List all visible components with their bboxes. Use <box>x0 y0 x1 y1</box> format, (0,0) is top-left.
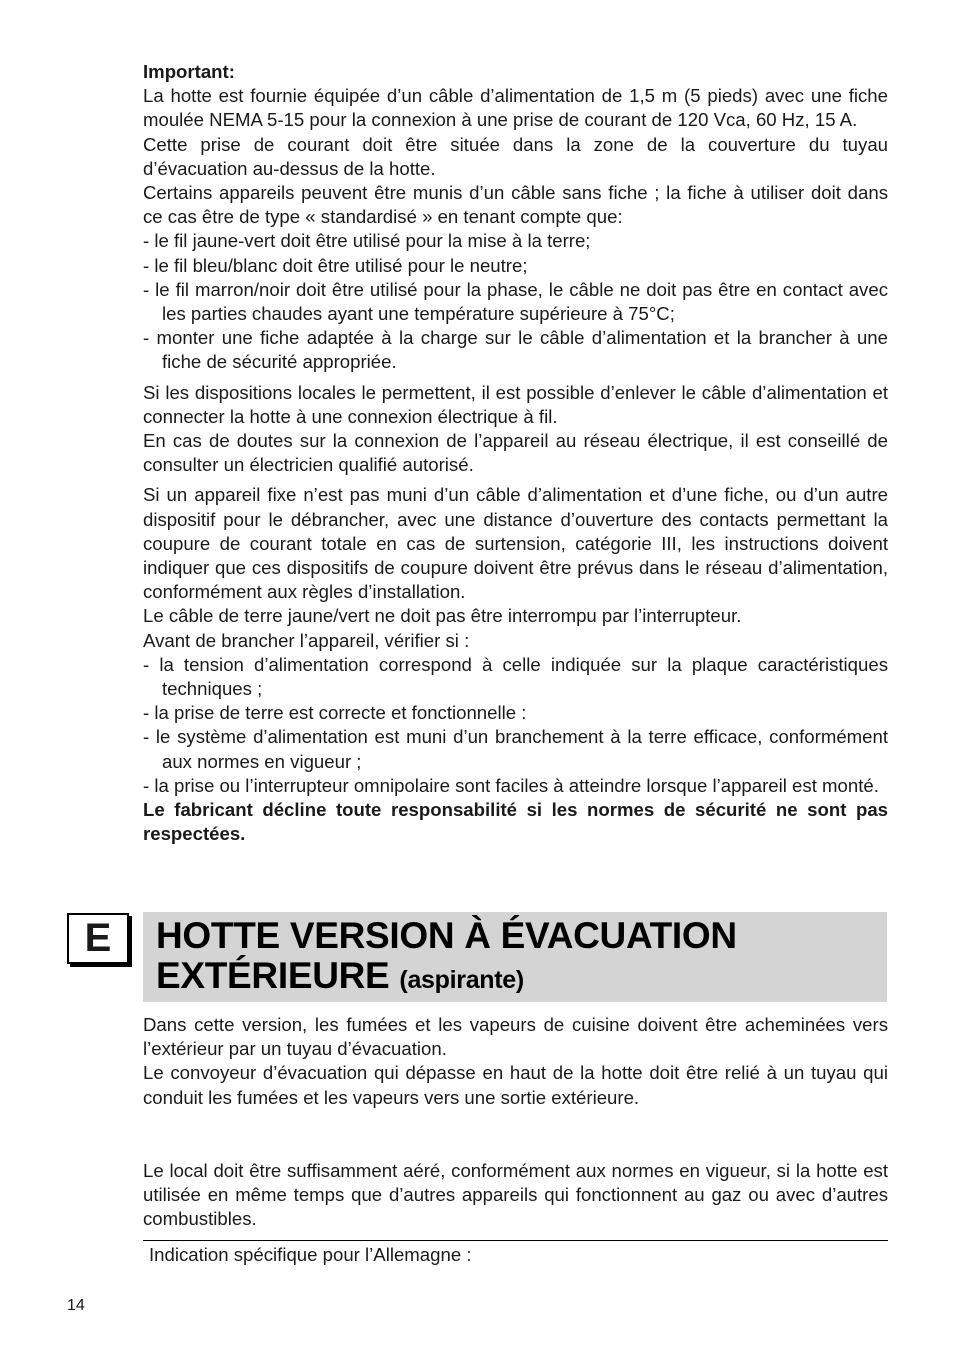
paragraph: Dans cette version, les fumées et les vapeurs de cuisine doivent être acheminées vers l’extérieur par un tuyau d’évacuation. <box>143 1014 888 1060</box>
list-item: - monter une fiche adaptée à la charge sur le câble d’alimentation et la brancher à une fiche de sécurité appropriée. <box>143 327 888 373</box>
germany-note: Indication spécifique pour l’Allemagne : <box>149 1244 472 1265</box>
section-title-sub: (aspirante) <box>399 966 524 994</box>
list-item: - le fil marron/noir doit être utilisé pour la phase, le câble ne doit pas être en contact avec les parties chaudes ayant une température supérieure à 75°C; <box>143 278 888 325</box>
paragraph: Si un appareil fixe n’est pas muni d’un câble d’alimentation et d’une fiche, ou d’un autre dispositif pour le débrancher, avec une distance d’ouverture des contacts permettant la coupure de courant totale en cas de surtension, catégorie III, les instructions doivent indiquer que ces dispositifs de coupure doivent être prévus dans le réseau d’alimentation, conformément aux règles d’installation. <box>143 484 888 603</box>
paragraph: La hotte est fournie équipée d’un câble d’alimentation de 1,5 m (5 pieds) avec une fiche moulée NEMA 5-15 pour la connexion à une prise de courant de 120 Vca, 60 Hz, 15 A. <box>143 85 888 131</box>
paragraph: Le câble de terre jaune/vert ne doit pas être interrompu par l’interrupteur. <box>143 605 742 627</box>
paragraph: Si les dispositions locales le permettent, il est possible d’enlever le câble d’alimentation et connecter la hotte à une connexion électrique à fil. <box>143 381 888 427</box>
section-title-main: HOTTE VERSION À ÉVACUATION EXTÉRIEURE <box>156 915 737 996</box>
section-title <box>156 916 876 1000</box>
paragraph: Le local doit être suffisamment aéré, conformément aux normes en vigueur, si la hotte est utilisée en même temps que d’autres appareils qui fonctionnent au gaz ou avec d’autres combustibles. <box>143 1160 888 1230</box>
important-heading: Important: <box>143 61 235 82</box>
section-letter-badge: E <box>67 913 129 964</box>
warning-text: Le fabricant décline toute responsabilité si les normes de sécurité ne sont pas respectées. <box>143 799 888 845</box>
paragraph: Le convoyeur d’évacuation qui dépasse en haut de la hotte doit être relié à un tuyau qui conduit les fumées et les vapeurs vers une sortie extérieure. <box>143 1062 888 1108</box>
paragraph: Avant de brancher l’appareil, vérifier si : <box>143 629 470 651</box>
list-item: - le fil jaune-vert doit être utilisé pour la mise à la terre; <box>143 230 591 252</box>
list-item: - la prise ou l’interrupteur omnipolaire sont faciles à atteindre lorsque l’appareil est monté. <box>143 774 879 796</box>
paragraph: En cas de doutes sur la connexion de l’appareil au réseau électrique, il est conseillé de consulter un électricien qualifié autorisé. <box>143 430 888 476</box>
ventilation-paragraph <box>143 1159 888 1232</box>
page-number: 14 <box>67 1297 85 1314</box>
list-item: - la prise de terre est correcte et fonctionnelle : <box>143 702 527 724</box>
divider <box>143 1240 888 1241</box>
section-body <box>143 1013 888 1110</box>
list-item: - le fil bleu/blanc doit être utilisé pour le neutre; <box>143 254 528 276</box>
paragraph: Certains appareils peuvent être munis d’un câble sans fiche ; la fiche à utiliser doit dans ce cas être de type « standardisé » en tenant compte que: <box>143 182 888 228</box>
list-item: - la tension d’alimentation correspond à celle indiquée sur la plaque caractéristiques techniques ; <box>143 653 888 700</box>
paragraph: Cette prise de courant doit être située dans la zone de la couverture du tuyau d’évacuation au-dessus de la hotte. <box>143 133 888 179</box>
section-header <box>143 912 887 1002</box>
list-item: - le système d’alimentation est muni d’un branchement à la terre efficace, conformément aux normes en vigueur ; <box>143 726 888 772</box>
main-text <box>143 60 888 847</box>
